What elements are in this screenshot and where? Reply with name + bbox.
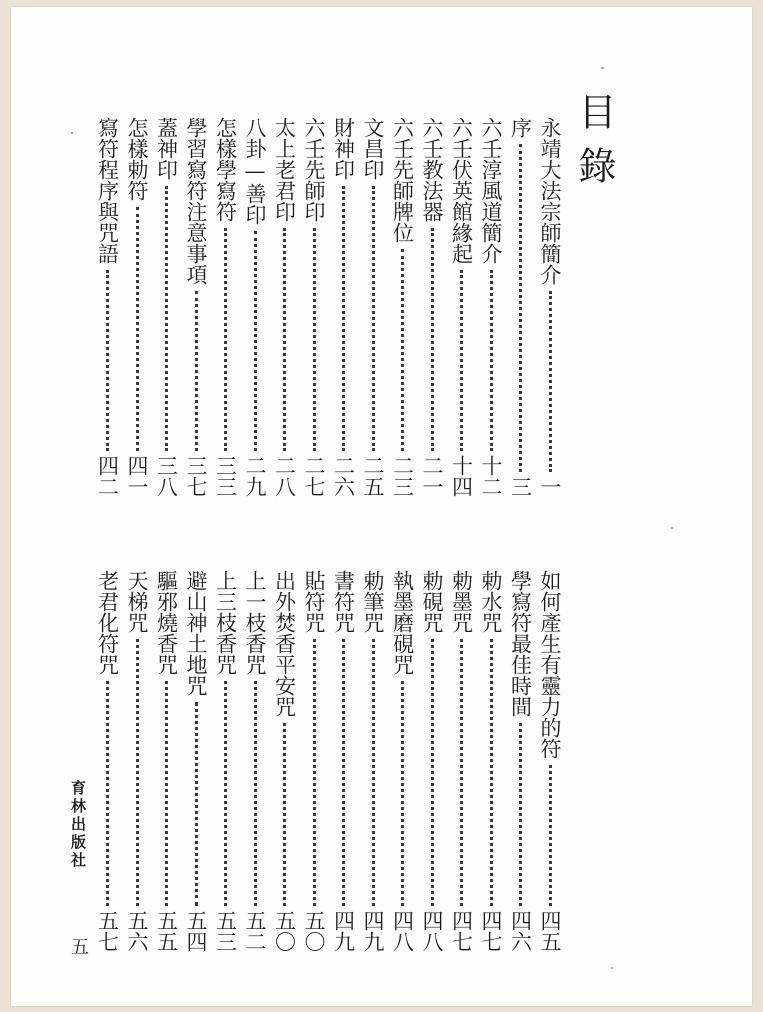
dot-leader	[195, 291, 198, 451]
toc-entry-page: 四九	[361, 910, 385, 952]
toc-entry-page: 三	[508, 476, 533, 497]
toc-entry-title: 文昌印	[361, 117, 385, 180]
toc-entry-title: 書符咒	[331, 570, 356, 633]
toc-entry	[359, 117, 387, 497]
toc-entry-title: 永靖大法宗師簡介	[538, 117, 562, 285]
dot-leader	[372, 186, 375, 451]
toc-entry-page: 二九	[243, 455, 267, 497]
toc-entry	[182, 117, 210, 497]
toc-entry-title: 老君化符咒	[95, 570, 120, 675]
toc-entry-title: 學寫符最佳時間	[508, 570, 533, 717]
paper-speck	[611, 967, 613, 969]
dot-leader	[283, 228, 286, 451]
toc-entry	[359, 570, 387, 952]
dot-leader	[342, 186, 345, 451]
dot-leader	[254, 681, 257, 906]
toc-entry-title: 六壬伏英館緣起	[449, 117, 474, 264]
dot-leader	[136, 207, 139, 451]
toc-entry-page: 四一	[125, 455, 149, 497]
toc-entry	[123, 570, 151, 952]
toc-entry-title: 勅筆咒	[361, 570, 385, 633]
toc-entry	[153, 117, 181, 497]
toc-entry	[300, 117, 328, 497]
toc-entry-title: 貼符咒	[302, 570, 326, 633]
toc-entry-page: 十二	[479, 455, 503, 497]
toc-entry-page: 五七	[95, 910, 120, 952]
dot-leader	[372, 639, 375, 906]
dot-leader	[490, 270, 493, 451]
toc-entry-title: 太上老君印	[272, 117, 297, 222]
toc-entry-page: 三八	[154, 455, 179, 497]
page-number: 五	[68, 937, 89, 955]
toc-entry-page: 三三	[213, 455, 238, 497]
toc-entry-page: 四七	[449, 910, 474, 952]
toc-entry	[330, 570, 358, 952]
toc-entry-title: 蓋神印	[154, 117, 179, 180]
toc-entry-page: 四二	[95, 455, 120, 497]
toc-entry	[271, 570, 299, 952]
toc-entry-page: 五四	[184, 910, 208, 952]
dot-leader	[254, 231, 257, 451]
toc-entry-title: 勅硯咒	[420, 570, 444, 633]
dot-leader	[224, 228, 227, 451]
dot-leader	[549, 765, 552, 906]
toc-entry	[389, 570, 417, 952]
toc-entry-title: 序	[508, 117, 533, 138]
paper-speck	[71, 132, 73, 134]
toc-entry-title: 上三枝香咒	[213, 570, 238, 675]
publisher-name: 育林出版社	[69, 780, 87, 870]
paper-speck	[671, 527, 673, 529]
toc-entry	[507, 570, 535, 952]
toc-entry	[300, 570, 328, 952]
dot-leader	[165, 681, 168, 906]
dot-leader	[460, 639, 463, 906]
toc-entry-page: 十四	[449, 455, 474, 497]
toc-entry-title: 驅邪燒香咒	[154, 570, 179, 675]
toc-entry-page: 五三	[213, 910, 238, 952]
toc-entry-page: 四八	[390, 910, 415, 952]
dot-leader	[549, 291, 552, 472]
dot-leader	[519, 723, 522, 906]
toc-entry-page: 五六	[125, 910, 149, 952]
dot-leader	[106, 681, 109, 906]
toc-entry-title: 六壬先師印	[302, 117, 326, 222]
dot-leader	[313, 639, 316, 906]
toc-entry	[418, 117, 446, 497]
toc-entry	[330, 117, 358, 497]
toc-entry-page: 二八	[272, 455, 297, 497]
toc-entry	[507, 117, 535, 497]
dot-leader	[490, 639, 493, 906]
toc-entry-title: 避山神土地咒	[184, 570, 208, 696]
dot-leader	[283, 723, 286, 906]
toc-entry-title: 執墨磨硯咒	[390, 570, 415, 675]
toc-entry	[536, 570, 564, 952]
toc-entry	[448, 570, 476, 952]
toc-entry-title: 八卦—善印	[243, 117, 267, 225]
toc-entry	[94, 570, 122, 952]
toc-entry	[389, 117, 417, 497]
dot-leader	[195, 702, 198, 906]
dot-leader	[460, 270, 463, 451]
toc-entry-page: 二七	[302, 455, 326, 497]
book-page	[11, 7, 752, 1006]
toc-entry-page: 二一	[420, 455, 444, 497]
toc-entry	[241, 117, 269, 497]
dot-leader	[136, 639, 139, 906]
toc-entry-title: 學習寫符注意事項	[184, 117, 208, 285]
toc-entry-title: 如何產生有靈力的符	[538, 570, 562, 759]
toc-entry-page: 五〇	[302, 910, 326, 952]
toc-entry-title: 六壬淳風道簡介	[479, 117, 503, 264]
dot-leader	[401, 249, 404, 451]
dot-leader	[431, 228, 434, 451]
toc-entry	[477, 117, 505, 497]
toc-entry-page: 四九	[331, 910, 356, 952]
toc-entry-page: 五〇	[272, 910, 297, 952]
toc-entry	[448, 117, 476, 497]
toc-entry-title: 怎樣勅符	[125, 117, 149, 201]
dot-leader	[224, 681, 227, 906]
toc-entry-title: 勅水咒	[479, 570, 503, 633]
toc-entry-page: 二五	[361, 455, 385, 497]
toc-entry	[182, 570, 210, 952]
toc-entry-page: 一	[538, 476, 562, 497]
toc-entry-title: 天梯咒	[125, 570, 149, 633]
toc-entry	[241, 570, 269, 952]
dot-leader	[313, 228, 316, 451]
toc-entry-page: 二三	[390, 455, 415, 497]
toc-entry	[153, 570, 181, 952]
dot-leader	[519, 144, 522, 472]
toc-entry-page: 五二	[243, 910, 267, 952]
toc-entry	[212, 117, 240, 497]
dot-leader	[431, 639, 434, 906]
toc-entry-page: 四六	[508, 910, 533, 952]
toc-entry-title: 財神印	[331, 117, 356, 180]
toc-entry	[536, 117, 564, 497]
dot-leader	[106, 270, 109, 451]
toc-entry-title: 六壬教法器	[420, 117, 444, 222]
toc-heading: 目錄	[572, 92, 616, 200]
toc-entry	[123, 117, 151, 497]
toc-entry-page: 五五	[154, 910, 179, 952]
toc-entry-page: 二六	[331, 455, 356, 497]
toc-entry-page: 四五	[538, 910, 562, 952]
toc-entry	[477, 570, 505, 952]
toc-entry-title: 勅墨咒	[449, 570, 474, 633]
paper-speck	[601, 67, 604, 69]
toc-entry-title: 寫符程序與咒語	[95, 117, 120, 264]
toc-entry	[418, 570, 446, 952]
toc-entry-title: 六壬先師牌位	[390, 117, 415, 243]
dot-leader	[165, 186, 168, 451]
toc-entry-page: 三七	[184, 455, 208, 497]
dot-leader	[342, 639, 345, 906]
toc-entry-page: 四七	[479, 910, 503, 952]
toc-entry-title: 出外焚香平安咒	[272, 570, 297, 717]
toc-entry	[94, 117, 122, 497]
dot-leader	[401, 681, 404, 906]
toc-entry	[271, 117, 299, 497]
toc-entry-page: 四八	[420, 910, 444, 952]
toc-entry	[212, 570, 240, 952]
toc-entry-title: 上一枝香咒	[243, 570, 267, 675]
toc-entry-title: 怎樣學寫符	[213, 117, 238, 222]
